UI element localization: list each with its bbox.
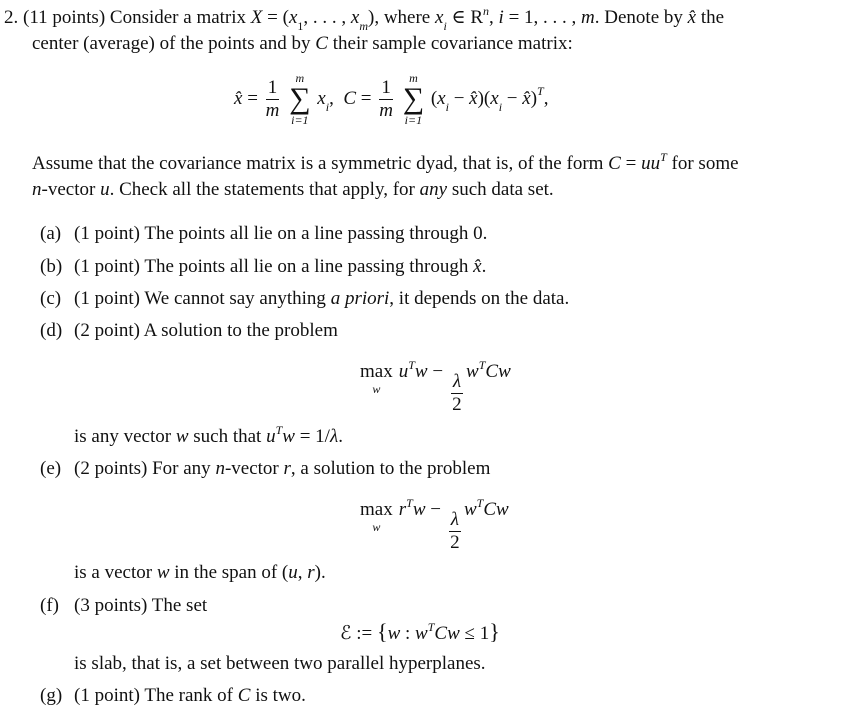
intro-text-4: the xyxy=(700,7,725,28)
item-c xyxy=(40,289,569,308)
item-b-text: (1 point) The points all lie on a line passing through xyxy=(74,256,469,277)
assume-text-3: -vector xyxy=(41,179,96,200)
item-b-label: (b) xyxy=(40,256,63,277)
item-g-text-end: is two. xyxy=(255,685,306,706)
item-e-text-2: -vector xyxy=(224,458,279,479)
assume-emph-any: any xyxy=(419,179,448,200)
item-e-text-1: (2 points) For any xyxy=(74,458,211,479)
item-e-text-3: , a solution to the problem xyxy=(290,458,491,479)
item-d-text: (2 point) A solution to the problem xyxy=(74,320,338,341)
item-c-text-2: , it depends on the data. xyxy=(389,288,570,309)
item-d-after-text: is any vector xyxy=(74,426,172,447)
item-f-after-text: is slab, that is, a set between two parallel hyperplanes. xyxy=(74,653,486,674)
item-e-after: is a vector w in the span of (u, r). xyxy=(74,562,326,583)
item-a-label: (a) xyxy=(40,223,62,244)
problem-points: (11 points) xyxy=(23,7,106,28)
item-f-label: (f) xyxy=(40,595,59,616)
assume-text-4: . Check all the statements that apply, for xyxy=(109,179,415,200)
problem-number: 2. xyxy=(4,7,19,28)
problem-header: 2. (11 points) Consider a matrix $X = (x_1$, . . . , $x_m$), where $x_i$ ∈ $R^n$, i = 1, . . . , m. Denote by x̂ the xyxy=(4,3,725,33)
item-g-label: (g) xyxy=(40,685,63,706)
item-g-text: (1 point) The rank of xyxy=(74,685,233,706)
item-e: (e) (2 points) For any n-vector r, a solution to the problem xyxy=(40,458,491,479)
item-e-label: (e) xyxy=(40,458,62,479)
assume-line-1: Assume that the covariance matrix is a symmetric dyad, that is, of the form $C = uu^T$ for some xyxy=(32,149,739,174)
item-e-after-text-2: in the span of xyxy=(174,562,278,583)
item-e-after-text: is a vector xyxy=(74,562,153,583)
assume-text-2: for some xyxy=(671,153,739,174)
item-d-after-text-2: such that xyxy=(193,426,262,447)
item-g: (g) (1 point) The rank of C is two. xyxy=(40,685,306,706)
mean-covariance-equation: x̂ = $\frac{1}{m}$ m ∑ i=1 $x_i$, C = $\frac{1}{m}$ m ∑ i=1 ($x_i$ − $x̂)(x_i$ − x̂)$^T$, xyxy=(234,71,549,127)
item-c-emph: a priori xyxy=(330,288,390,309)
intro-text: Consider a matrix xyxy=(109,7,247,28)
assume-text-5: such data set. xyxy=(451,179,554,200)
item-f-text: (3 points) The set xyxy=(74,595,208,616)
item-c-label: (c) xyxy=(40,288,62,309)
item-d xyxy=(40,321,338,340)
problem-line-2: center (average) of the points and by C their sample covariance matrix: xyxy=(32,33,573,54)
item-a: (a) (1 point) The points all lie on a line passing through 0. xyxy=(40,223,488,244)
item-a-text: (1 point) The points all lie on a line passing through xyxy=(74,223,469,244)
assume-line-2: n-vector u. Check all the statements that apply, for any such data set. xyxy=(32,179,554,200)
intro-text-2: , where xyxy=(374,7,431,28)
assume-text-1: Assume that the covariance matrix is a symmetric dyad, that is, of the form xyxy=(32,153,604,174)
item-c-text-1: (1 point) We cannot say anything xyxy=(74,288,326,309)
item-f-after xyxy=(74,654,486,673)
item-f-equation: ℰ := {w : $w^TCw \le 1$} xyxy=(340,619,500,644)
item-d-label: (d) xyxy=(40,320,63,341)
intro-text-3: Denote by xyxy=(604,7,683,28)
item-d-equation: max w $u^Tw$ − $\frac{\lambda}{2}$ $w^TCw$ xyxy=(360,357,511,415)
line2-text: center (average) of the points and by xyxy=(32,33,311,54)
item-d-after: is any vector w such that $u^Tw = 1/\lambda$. xyxy=(74,422,343,447)
line2-end-text: their sample covariance matrix: xyxy=(332,33,573,54)
item-f xyxy=(40,596,207,615)
item-b: (b) (1 point) The points all lie on a line passing through x̂. xyxy=(40,256,487,277)
item-e-equation: max w $r^Tw$ − $\frac{\lambda}{2}$ $w^TCw$ xyxy=(360,495,509,553)
